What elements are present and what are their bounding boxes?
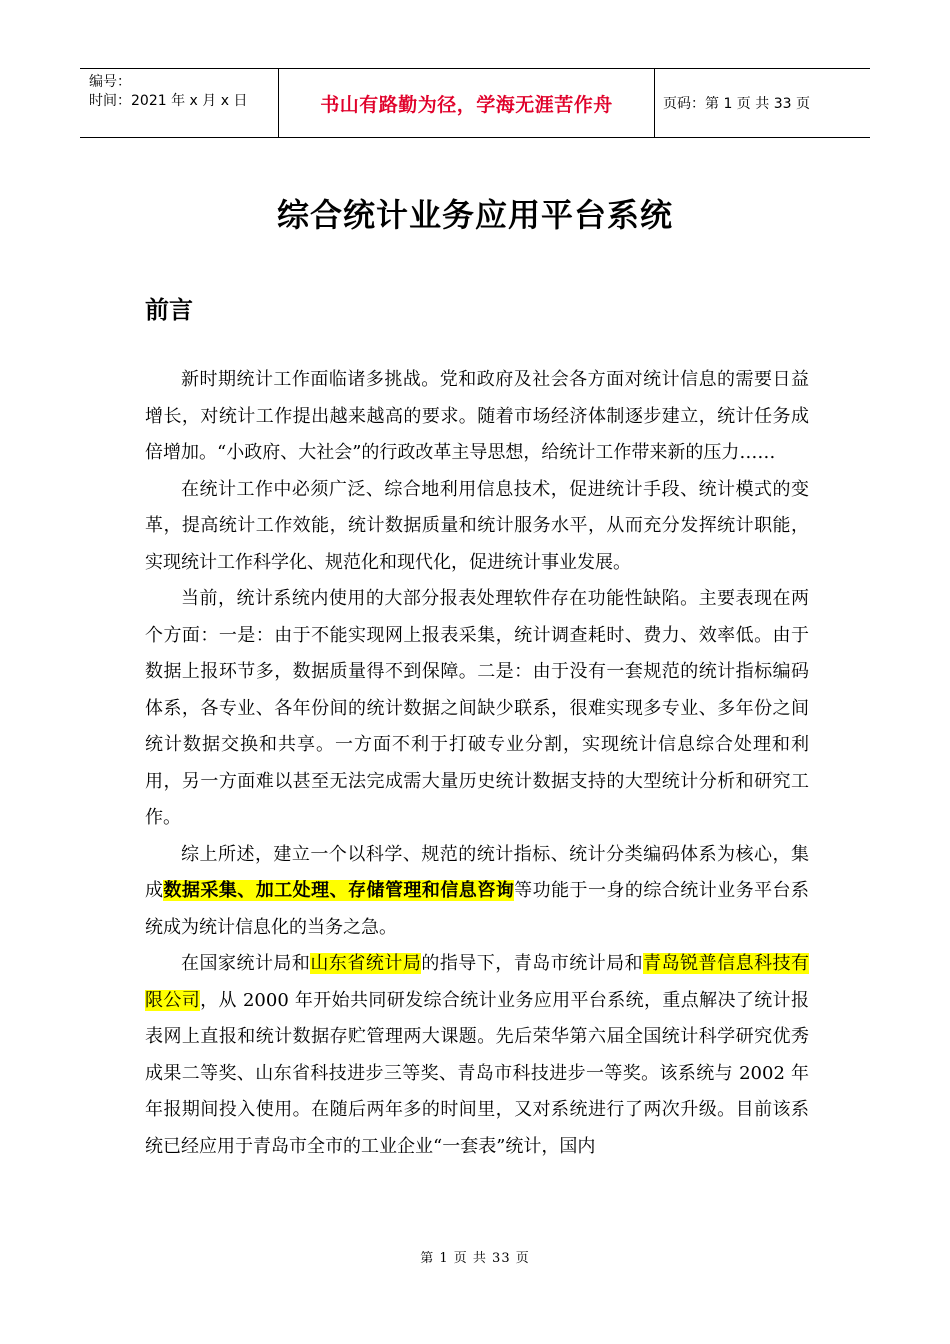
page-header — [80, 68, 870, 138]
paragraph-5-text-c: ，从 2000 年开始共同研发综合统计业务应用平台系统，重点解决了统计报表网上直报和统计数据存贮管理两大课题。先后荣华第六届全国统计科学研究优秀成果二等奖、山东省科技进步三等奖、青岛市科技进步一等奖。该系统与 2002 年年报期间投入使用。在随后两年多的时间里，又对系统进行了两次升级。目前该系统已经应用于青岛市全市的工业企业“一套表”统计，国内 — [145, 989, 809, 1157]
page-info-text: 页码：第 1 页 共 33 页 — [663, 96, 810, 112]
page-footer: 第 1 页 共 33 页 — [420, 1251, 530, 1266]
header-meta — [80, 69, 279, 137]
paragraph-2: 在统计工作中必须广泛、综合地利用信息技术，促进统计手段、统计模式的变革，提高统计工作效能，统计数据质量和统计服务水平，从而充分发挥统计职能，实现统计工作科学化、规范化和现代化，促进统计事业发展。 — [145, 478, 809, 573]
motto-text: 书山有路勤为径，学海无涯苦作舟 — [320, 93, 613, 116]
highlight-functions: 数据采集、加工处理、存储管理和信息咨询 — [163, 880, 515, 901]
header-motto-cell — [279, 69, 655, 137]
header-page-info — [655, 69, 870, 137]
paragraph-5 — [145, 946, 809, 1165]
paragraph-4-text-b: 等功能于一身的综合统计业务平台系统成为统计信息化的当务之急。 — [145, 880, 810, 938]
highlight-shandong-bureau: 山东省统计局 — [310, 953, 422, 974]
paragraph-4 — [145, 837, 809, 947]
section-heading: 前言 — [145, 296, 193, 324]
time-label: 时间：2021 年 x 月 x 日 — [89, 93, 248, 109]
code-label: 编号： — [89, 74, 131, 90]
paragraph-3: 当前，统计系统内使用的大部分报表处理软件存在功能性缺陷。主要表现在两个方面：一是：由于不能实现网上报表采集，统计调查耗时、费力、效率低。由于数据上报环节多，数据质量得不到保障。二是：由于没有一套规范的统计指标编码体系，各专业、各年份间的统计数据之间缺少联系，很难实现多专业、多年份之间统计数据交换和共享。一方面不利于打破专业分割，实现统计信息综合处理和利用，另一方面难以甚至无法完成需大量历史统计数据支持的大型统计分析和研究工作。 — [145, 588, 809, 828]
document-body — [145, 362, 809, 1165]
highlight-company: 青岛锐普信息科技有限公司 — [145, 953, 810, 1011]
paragraph-4-text-a: 综上所述，建立一个以科学、规范的统计指标、统计分类编码体系为核心，集成 — [145, 843, 809, 901]
document-title: 综合统计业务应用平台系统 — [276, 196, 673, 234]
paragraph-5-text-b: 的指导下，青岛市统计局和 — [421, 953, 644, 974]
paragraph-1: 新时期统计工作面临诸多挑战。党和政府及社会各方面对统计信息的需要日益增长，对统计工作提出越来越高的要求。随着市场经济体制逐步建立，统计任务成倍增加。“小政府、大社会”的行政改革主导思想，给统计工作带来新的压力…… — [145, 369, 809, 463]
paragraph-5-text-a: 在国家统计局和 — [181, 953, 311, 974]
